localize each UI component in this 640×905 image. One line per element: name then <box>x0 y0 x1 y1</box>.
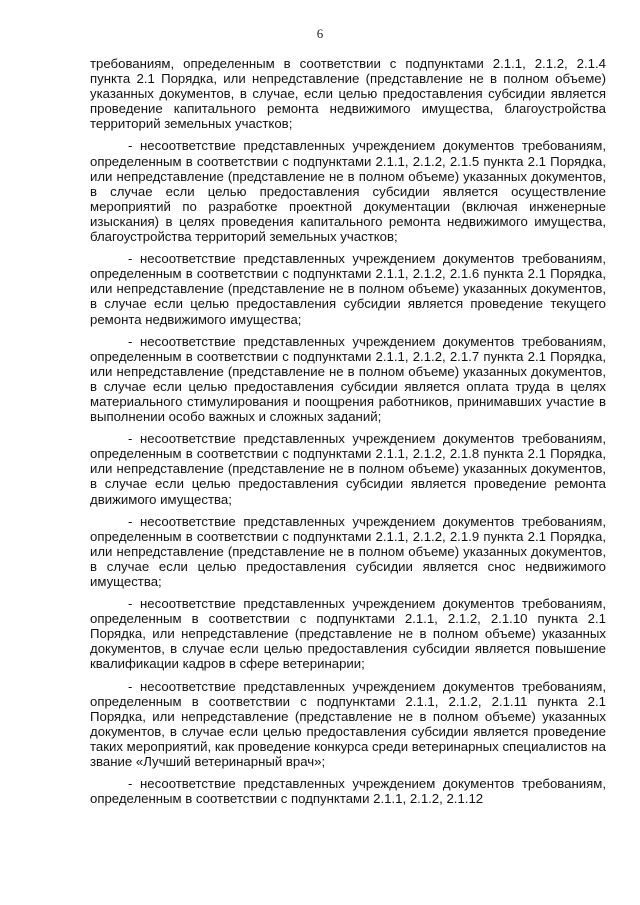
paragraph-5: - несоответствие представленных учреждением документов требованиям, определенным в соответствии с подпунктами 2.1.1, 2.1.2, 2.1.8 пункта 2.1 Порядка, или непредставление (представление не в полном объеме) указанных документов, в случае если целью предоставления субсидии является проведение ремонта движимого имущества; <box>90 431 606 507</box>
paragraph-3: - несоответствие представленных учреждением документов требованиям, определенным в соответствии с подпунктами 2.1.1, 2.1.2, 2.1.6 пункта 2.1 Порядка, или непредставление (представление не в полном объеме) указанных документов, в случае если целью предоставления субсидии является проведение текущего ремонта недвижимого имущества; <box>90 251 606 327</box>
paragraph-6: - несоответствие представленных учреждением документов требованиям, определенным в соответствии с подпунктами 2.1.1, 2.1.2, 2.1.9 пункта 2.1 Порядка, или непредставление (представление не в полном объеме) указанных документов, в случае если целью предоставления субсидии является снос недвижимого имущества; <box>90 513 606 589</box>
paragraph-8: - несоответствие представленных учреждением документов требованиям, определенным в соответствии с подпунктами 2.1.1, 2.1.2, 2.1.11 пункта 2.1 Порядка, или непредставление (представление не в полном объеме) указанных документов, в случае если целью предоставления субсидии является проведение таких мероприятий, как проведение конкурса среди ветеринарных специалистов на звание «Лучший ветеринарный врач»; <box>90 678 606 770</box>
paragraph-2: - несоответствие представленных учреждением документов требованиям, определенным в соответствии с подпунктами 2.1.1, 2.1.2, 2.1.5 пункта 2.1 Порядка, или непредставление (представление не в полном объеме) указанных документов, в случае если целью предоставления субсидии является осуществление мероприятий по разработке проектной документации (включая инженерные изыскания) в целях проведения капитального ремонта недвижимого имущества, благоустройства территорий земельных участков; <box>90 138 606 245</box>
paragraph-4: - несоответствие представленных учреждением документов требованиям, определенным в соответствии с подпунктами 2.1.1, 2.1.2, 2.1.7 пункта 2.1 Порядка, или непредставление (представление не в полном объеме) указанных документов, в случае если целью предоставления субсидии является оплата труда в целях материального стимулирования и поощрения работников, принимавших участие в выполнении особо важных и сложных заданий; <box>90 333 606 425</box>
paragraph-7: - несоответствие представленных учреждением документов требованиям, определенным в соответствии с подпунктами 2.1.1, 2.1.2, 2.1.10 пункта 2.1 Порядка, или непредставление (представление не в полном объеме) указанных документов, в случае если целью предоставления субсидии является повышение квалификации кадров в сфере ветеринарии; <box>90 596 606 672</box>
paragraph-9: - несоответствие представленных учреждением документов требованиям, определенным в соответствии с подпунктами 2.1.1, 2.1.2, 2.1.12 <box>90 776 606 807</box>
page-number: 6 <box>316 26 324 41</box>
document-body <box>90 56 606 806</box>
paragraph-1: требованиям, определенным в соответствии с подпунктами 2.1.1, 2.1.2, 2.1.4 пункта 2.1 Порядка, или непредставление (представление не в полном объеме) указанных документов, в случае, если целью предоставления субсидии является проведение капитального ремонта недвижимого имущества, благоустройства территорий земельных участков; <box>90 56 606 132</box>
